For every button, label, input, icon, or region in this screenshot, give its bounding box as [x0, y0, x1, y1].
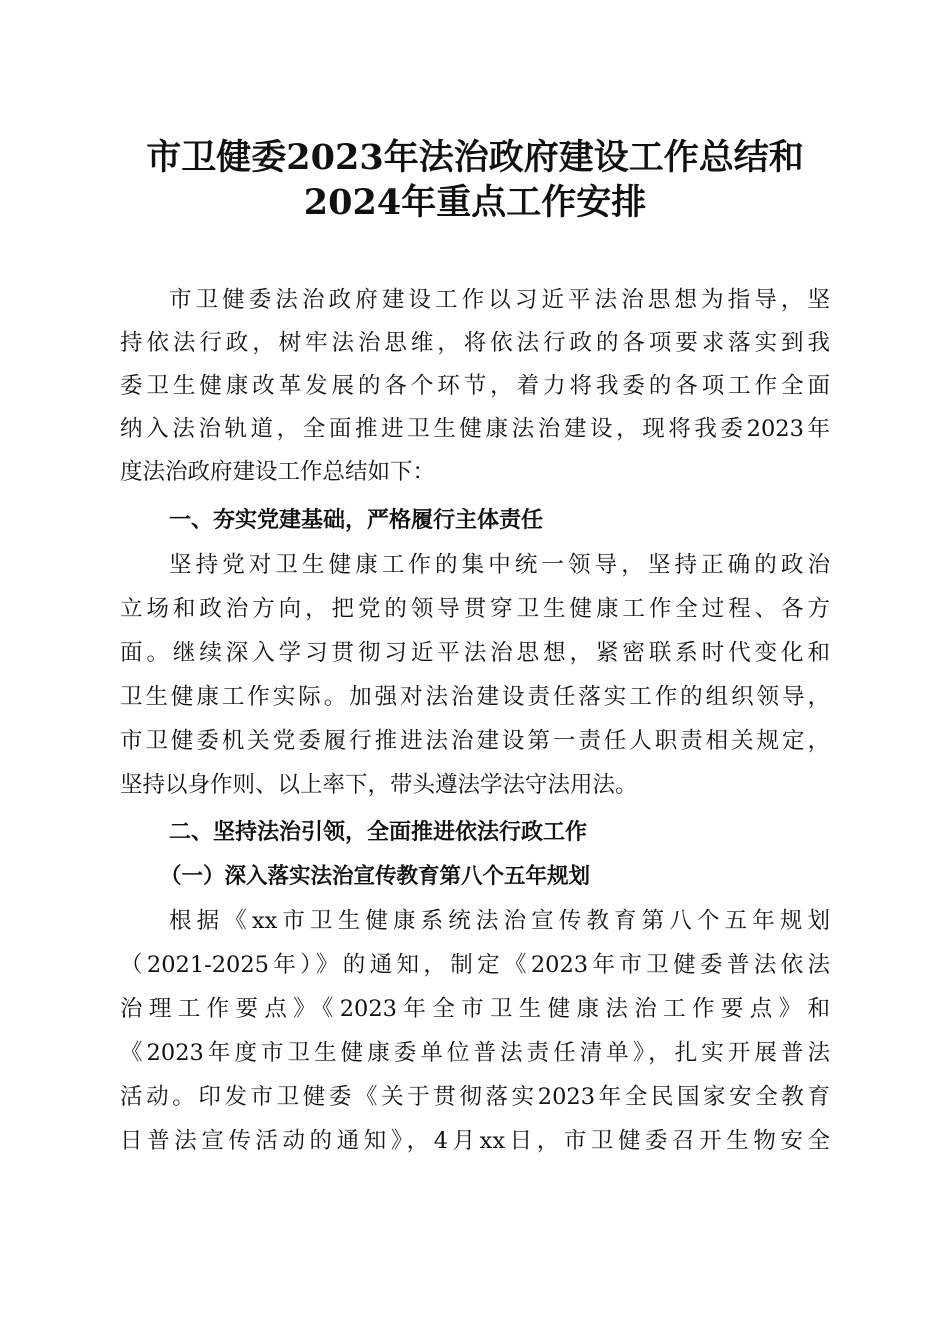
- section-2-sub-1-line: 治理工作要点》《2023年全市卫生健康法治工作要点》和: [120, 996, 830, 1022]
- section-1-heading: 一、夯实党建基础，严格履行主体责任: [169, 508, 544, 533]
- section-1-line: 坚持党对卫生健康工作的集中统一领导，坚持正确的政治: [169, 552, 830, 578]
- section-1-line: 立场和政治方向，把党的领导贯穿卫生健康工作全过程、各方: [120, 596, 830, 622]
- document-title-line-1: 市卫健委2023年法治政府建设工作总结和: [146, 137, 804, 178]
- section-2-sub-1-heading: （一）深入落实法治宣传教育第八个五年规划: [160, 864, 591, 889]
- intro-line: 委卫生健康改革发展的各个环节，着力将我委的各项工作全面: [120, 373, 830, 399]
- intro-line: 纳入法治轨道，全面推进卫生健康法治建设，现将我委2023年: [120, 416, 830, 442]
- section-1-line: 面。继续深入学习贯彻习近平法治思想，紧密联系时代变化和: [120, 640, 830, 666]
- section-2-sub-1-line: 根据《xx市卫生健康系统法治宣传教育第八个五年规划: [169, 908, 830, 934]
- section-2-sub-1-line: 日普法宣传活动的通知》，4月xx日，市卫健委召开生物安全: [120, 1128, 830, 1154]
- intro-line: 持依法行政，树牢法治思维，将依法行政的各项要求落实到我: [120, 330, 830, 356]
- section-1-line: 坚持以身作则、以上率下，带头遵法学法守法用法。: [120, 772, 638, 798]
- section-1-line: 市卫健委机关党委履行推进法治建设第一责任人职责相关规定，: [120, 728, 830, 754]
- section-2-sub-1-line: 活动。印发市卫健委《关于贯彻落实2023年全民国家安全教育: [120, 1084, 830, 1110]
- intro-line: 市卫健委法治政府建设工作以习近平法治思想为指导，坚: [169, 287, 830, 313]
- section-2-sub-1-line: 《2023年度市卫生健康委单位普法责任清单》，扎实开展普法: [120, 1040, 830, 1066]
- intro-line: 度法治政府建设工作总结如下：: [120, 459, 436, 485]
- section-2-heading: 二、坚持法治引领，全面推进依法行政工作: [169, 820, 588, 845]
- document-title-line-2: 2024年重点工作安排: [303, 182, 647, 223]
- section-2-sub-1-line: （2021-2025年）》的通知，制定《2023年市卫健委普法依法: [120, 952, 830, 978]
- section-1-line: 卫生健康工作实际。加强对法治建设责任落实工作的组织领导，: [120, 684, 830, 710]
